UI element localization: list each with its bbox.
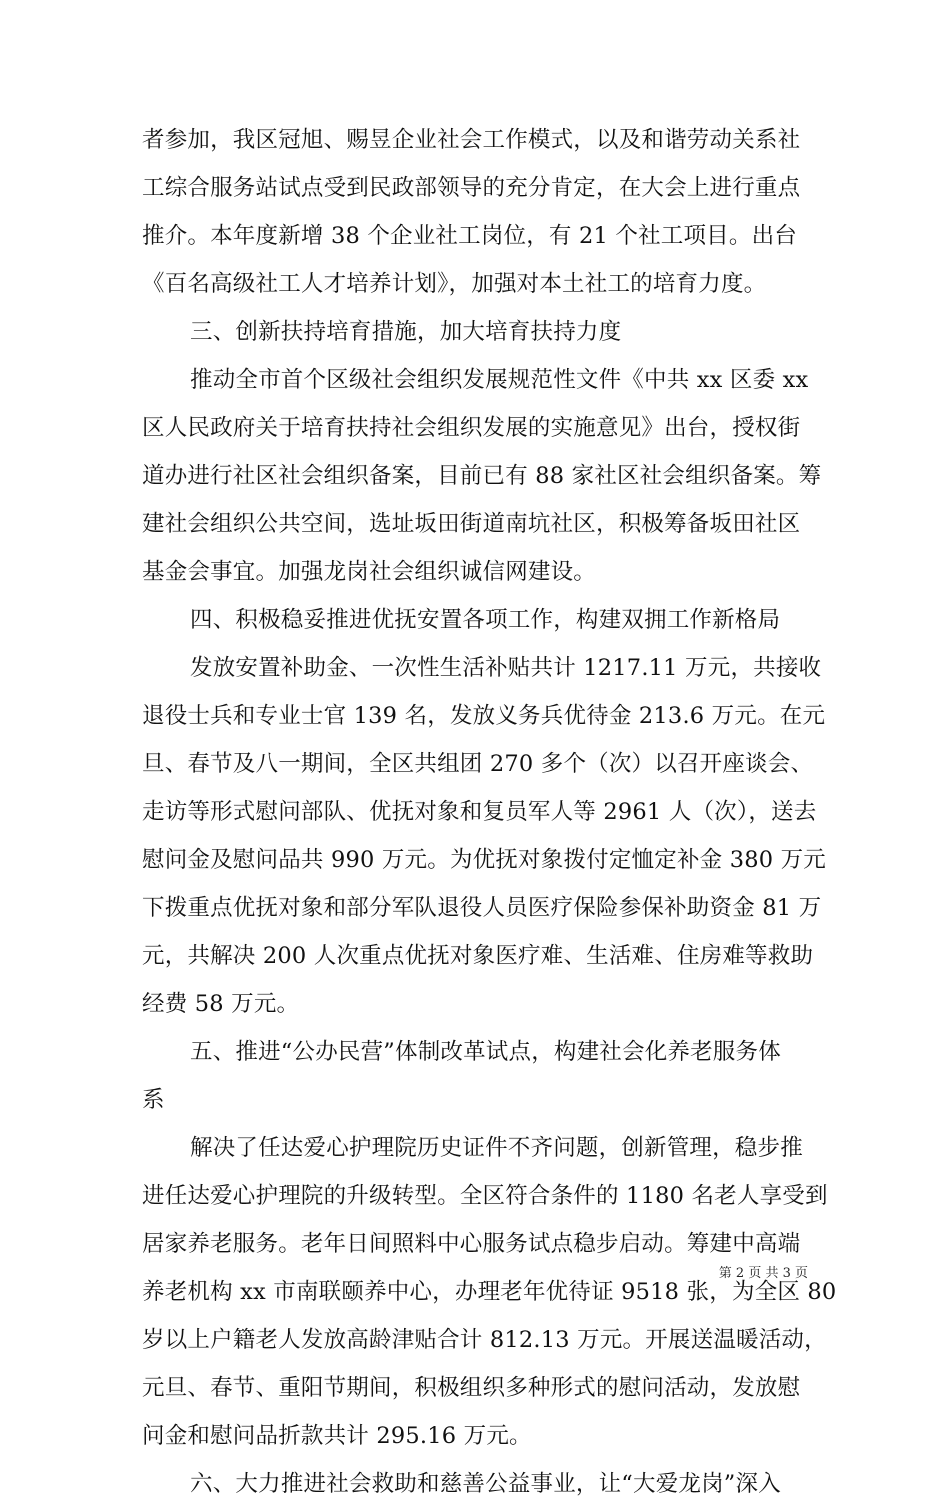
section-heading: 六、大力推进社会救助和慈善公益事业，让“大爱龙岗”深入 — [190, 1471, 781, 1497]
document-body — [142, 116, 837, 1508]
text-line: 岁以上户籍老人发放高龄津贴合计 812.13 万元。开展送温暖活动， — [142, 1327, 827, 1353]
text-line: 走访等形式慰问部队、优抚对象和复员军人等 2961 人（次），送去 — [142, 799, 817, 825]
text-line: 旦、春节及八一期间，全区共组团 270 多个（次）以召开座谈会、 — [142, 751, 814, 777]
text-line: 基金会事宜。加强龙岗社会组织诚信网建设。 — [142, 559, 597, 585]
text-line: 经费 58 万元。 — [142, 991, 300, 1017]
text-line: 下拨重点优抚对象和部分军队退役人员医疗保险参保补助资金 81 万 — [142, 895, 822, 921]
page-number: 第 2 页 共 3 页 — [718, 1266, 808, 1281]
section-heading: 四、积极稳妥推进优抚安置各项工作，构建双拥工作新格局 — [190, 607, 781, 633]
text-line: 推动全市首个区级社会组织发展规范性文件《中共 xx 区委 xx — [190, 367, 809, 393]
text-line: 发放安置补助金、一次性生活补贴共计 1217.11 万元，共接收 — [190, 655, 822, 681]
text-line: 退役士兵和专业士官 139 名，发放义务兵优待金 213.6 万元。在元 — [142, 703, 826, 729]
text-line: 者参加，我区冠旭、赐昱企业社会工作模式，以及和谐劳动关系社 — [142, 127, 801, 153]
text-line: 慰问金及慰问品共 990 万元。为优抚对象拨付定恤定补金 380 万元 — [142, 847, 827, 873]
text-line: 推介。本年度新增 38 个企业社工岗位，有 21 个社工项目。出台 — [142, 223, 797, 249]
section-heading: 三、创新扶持培育措施，加大培育扶持力度 — [190, 319, 622, 345]
section-heading: 五、推进“公办民营”体制改革试点，构建社会化养老服务体 — [190, 1039, 781, 1065]
text-line: 《百名高级社工人才培养计划》，加强对本土社工的培育力度。 — [142, 271, 767, 297]
text-line: 进任达爱心护理院的升级转型。全区符合条件的 1180 名老人享受到 — [142, 1183, 828, 1209]
text-line: 建社会组织公共空间，选址坂田街道南坑社区，积极筹备坂田社区 — [142, 511, 801, 537]
text-line: 问金和慰问品折款共计 295.16 万元。 — [142, 1423, 532, 1449]
text-line: 解决了任达爱心护理院历史证件不齐问题，创新管理，稳步推 — [190, 1135, 803, 1161]
text-line: 元旦、春节、重阳节期间，积极组织多种形式的慰问活动，发放慰 — [142, 1375, 801, 1401]
text-line: 居家养老服务。老年日间照料中心服务试点稳步启动。筹建中高端 — [142, 1231, 801, 1257]
section-heading-continuation: 系 — [142, 1087, 165, 1113]
text-line: 工综合服务站试点受到民政部领导的充分肯定，在大会上进行重点 — [142, 175, 801, 201]
text-line: 道办进行社区社会组织备案，目前已有 88 家社区社会组织备案。筹 — [142, 463, 822, 489]
text-line: 区人民政府关于培育扶持社会组织发展的实施意见》出台，授权街 — [142, 415, 801, 441]
text-line: 养老机构 xx 市南联颐养中心，办理老年优待证 9518 张，为全区 80 — [142, 1279, 837, 1305]
text-line: 元，共解决 200 人次重点优抚对象医疗难、生活难、住房难等救助 — [142, 943, 814, 969]
